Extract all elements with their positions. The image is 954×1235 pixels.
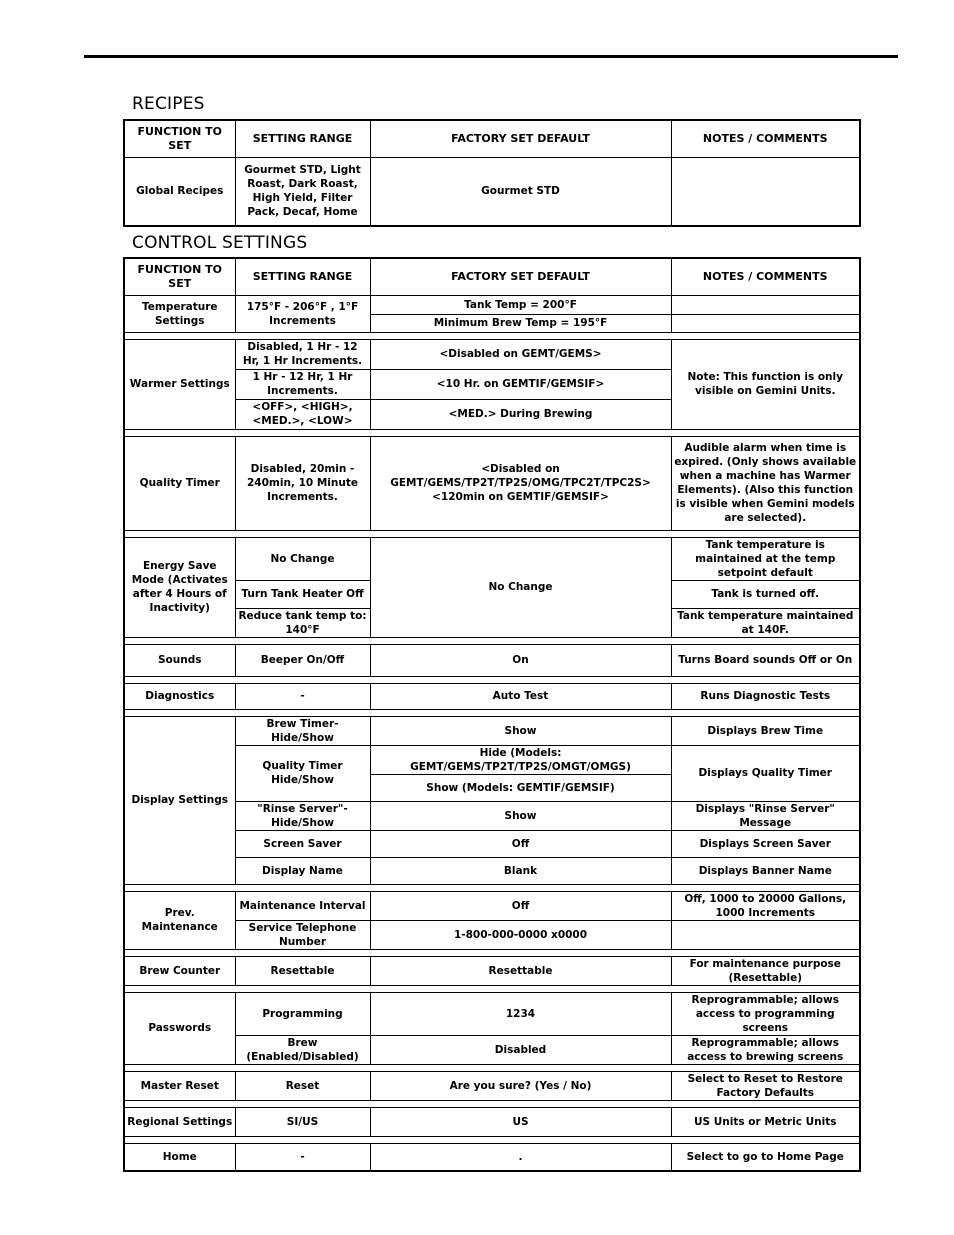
spacer-row	[124, 884, 860, 891]
spacer-row	[124, 949, 860, 956]
spacer-row	[124, 530, 860, 537]
default-cell: Off	[370, 891, 671, 920]
default-cell: US	[370, 1107, 671, 1136]
default-cell: Auto Test	[370, 683, 671, 709]
function-cell: Warmer Settings	[124, 339, 235, 429]
range-cell: Brew (Enabled/Disabled)	[235, 1035, 370, 1064]
range-cell: Disabled, 20min - 240min, 10 Minute Increments.	[235, 436, 370, 530]
table-row	[124, 1143, 860, 1171]
table-header-row	[124, 120, 860, 157]
range-cell: <OFF>, <HIGH>, <MED.>, <LOW>	[235, 399, 370, 429]
range-cell: 175°F - 206°F , 1°F Increments	[235, 295, 370, 332]
table-row	[124, 1071, 860, 1100]
table-header-row	[124, 258, 860, 295]
default-line: <120min on GEMTIF/GEMSIF>	[432, 491, 609, 503]
control-settings-title: CONTROL SETTINGS	[132, 233, 308, 253]
table-row	[124, 436, 860, 530]
header-default: FACTORY SET DEFAULT	[370, 120, 671, 157]
notes-cell: Displays Banner Name	[671, 857, 860, 884]
header-default: FACTORY SET DEFAULT	[370, 258, 671, 295]
spacer-row	[124, 676, 860, 683]
default-cell	[370, 436, 671, 530]
table-row	[124, 295, 860, 314]
spacer-row	[124, 637, 860, 644]
function-cell: Temperature Settings	[124, 295, 235, 332]
function-cell: Quality Timer	[124, 436, 235, 530]
default-line: <Disabled on GEMT/GEMS/TP2T/TP2S/OMG/TPC2T/TPC2S>	[390, 463, 651, 489]
notes-cell: Tank is turned off.	[671, 580, 860, 608]
table-row	[124, 1107, 860, 1136]
default-cell: .	[370, 1143, 671, 1171]
range-cell: Reduce tank temp to: 140°F	[235, 608, 370, 637]
function-cell: Master Reset	[124, 1071, 235, 1100]
function-cell: Diagnostics	[124, 683, 235, 709]
default-cell: Show	[370, 801, 671, 830]
default-cell: <Disabled on GEMT/GEMS>	[370, 339, 671, 369]
table-row	[124, 716, 860, 745]
notes-cell: Reprogrammable; allows access to programming screens	[671, 992, 860, 1035]
notes-cell: Tank temperature maintained at 140F.	[671, 608, 860, 637]
notes-cell	[671, 295, 860, 314]
default-cell: Gourmet STD	[370, 157, 671, 226]
range-cell: Reset	[235, 1071, 370, 1100]
range-cell: No Change	[235, 537, 370, 580]
function-cell: Prev. Maintenance	[124, 891, 235, 949]
notes-cell: Tank temperature is maintained at the temp setpoint default	[671, 537, 860, 580]
table-row	[124, 157, 860, 226]
notes-cell: Off, 1000 to 20000 Gallons, 1000 Increments	[671, 891, 860, 920]
table-row	[124, 992, 860, 1035]
range-cell: -	[235, 1143, 370, 1171]
table-row	[124, 891, 860, 920]
notes-cell: Displays Brew Time	[671, 716, 860, 745]
top-rule	[84, 55, 898, 58]
notes-cell: Displays Quality Timer	[671, 745, 860, 801]
table-row	[124, 920, 860, 949]
default-cell: Show (Models: GEMTIF/GEMSIF)	[370, 774, 671, 801]
default-cell: <MED.> During Brewing	[370, 399, 671, 429]
default-cell: Are you sure? (Yes / No)	[370, 1071, 671, 1100]
table-row	[124, 683, 860, 709]
notes-cell: Displays Screen Saver	[671, 830, 860, 857]
function-cell: Energy Save Mode (Activates after 4 Hours of Inactivity)	[124, 537, 235, 637]
function-cell: Display Settings	[124, 716, 235, 884]
spacer-row	[124, 429, 860, 436]
range-cell: Programming	[235, 992, 370, 1035]
range-cell: Quality Timer Hide/Show	[235, 745, 370, 801]
notes-cell: Reprogrammable; allows access to brewing screens	[671, 1035, 860, 1064]
range-cell: -	[235, 683, 370, 709]
notes-cell: For maintenance purpose (Resettable)	[671, 956, 860, 985]
range-cell: Service Telephone Number	[235, 920, 370, 949]
notes-cell: Note: This function is only visible on Gemini Units.	[671, 339, 860, 429]
table-row	[124, 956, 860, 985]
header-function: FUNCTION TO SET	[124, 258, 235, 295]
table-row	[124, 857, 860, 884]
range-cell: Gourmet STD, Light Roast, Dark Roast, High Yield, Filter Pack, Decaf, Home	[235, 157, 370, 226]
function-cell: Brew Counter	[124, 956, 235, 985]
recipes-table	[123, 119, 861, 227]
range-cell: Disabled, 1 Hr - 12 Hr, 1 Hr Increments.	[235, 339, 370, 369]
default-cell: Hide (Models: GEMT/GEMS/TP2T/TP2S/OMGT/OMGS)	[370, 745, 671, 774]
spacer-row	[124, 709, 860, 716]
table-row	[124, 644, 860, 676]
table-row	[124, 801, 860, 830]
range-cell: "Rinse Server"-Hide/Show	[235, 801, 370, 830]
spacer-row	[124, 985, 860, 992]
range-cell: Display Name	[235, 857, 370, 884]
function-cell: Regional Settings	[124, 1107, 235, 1136]
default-cell: <10 Hr. on GEMTIF/GEMSIF>	[370, 369, 671, 399]
header-range: SETTING RANGE	[235, 120, 370, 157]
notes-cell: Select to Reset to Restore Factory Defaults	[671, 1071, 860, 1100]
table-row	[124, 745, 860, 774]
range-cell: Brew Timer-Hide/Show	[235, 716, 370, 745]
default-cell: Show	[370, 716, 671, 745]
default-cell: Blank	[370, 857, 671, 884]
default-cell: Disabled	[370, 1035, 671, 1064]
notes-cell: Audible alarm when time is expired. (Only shows available when a machine has Warmer Elements). (Also this function is visible when Gemini models are selected).	[671, 436, 860, 530]
header-function: FUNCTION TO SET	[124, 120, 235, 157]
default-cell: Minimum Brew Temp = 195°F	[370, 314, 671, 332]
table-row	[124, 537, 860, 580]
header-range: SETTING RANGE	[235, 258, 370, 295]
notes-cell: Displays "Rinse Server" Message	[671, 801, 860, 830]
range-cell: Resettable	[235, 956, 370, 985]
default-cell: Tank Temp = 200°F	[370, 295, 671, 314]
default-cell: Off	[370, 830, 671, 857]
header-notes: NOTES / COMMENTS	[671, 120, 860, 157]
control-settings-table	[123, 257, 861, 1172]
notes-cell: Select to go to Home Page	[671, 1143, 860, 1171]
default-cell: On	[370, 644, 671, 676]
recipes-title: RECIPES	[132, 94, 205, 114]
spacer-row	[124, 332, 860, 339]
function-cell: Home	[124, 1143, 235, 1171]
range-cell: Beeper On/Off	[235, 644, 370, 676]
function-cell: Passwords	[124, 992, 235, 1064]
default-cell: Resettable	[370, 956, 671, 985]
spacer-row	[124, 1064, 860, 1071]
notes-cell: US Units or Metric Units	[671, 1107, 860, 1136]
notes-cell	[671, 157, 860, 226]
range-cell: Screen Saver	[235, 830, 370, 857]
spacer-row	[124, 1100, 860, 1107]
range-cell: Maintenance Interval	[235, 891, 370, 920]
table-row	[124, 1035, 860, 1064]
header-notes: NOTES / COMMENTS	[671, 258, 860, 295]
default-cell: 1-800-000-0000 x0000	[370, 920, 671, 949]
function-cell: Global Recipes	[124, 157, 235, 226]
table-row	[124, 339, 860, 369]
range-cell: Turn Tank Heater Off	[235, 580, 370, 608]
function-cell: Sounds	[124, 644, 235, 676]
default-cell: 1234	[370, 992, 671, 1035]
table-row	[124, 830, 860, 857]
spacer-row	[124, 1136, 860, 1143]
notes-cell: Runs Diagnostic Tests	[671, 683, 860, 709]
notes-cell: Turns Board sounds Off or On	[671, 644, 860, 676]
notes-cell	[671, 314, 860, 332]
notes-cell	[671, 920, 860, 949]
range-cell: 1 Hr - 12 Hr, 1 Hr Increments.	[235, 369, 370, 399]
default-cell: No Change	[370, 537, 671, 637]
range-cell: SI/US	[235, 1107, 370, 1136]
